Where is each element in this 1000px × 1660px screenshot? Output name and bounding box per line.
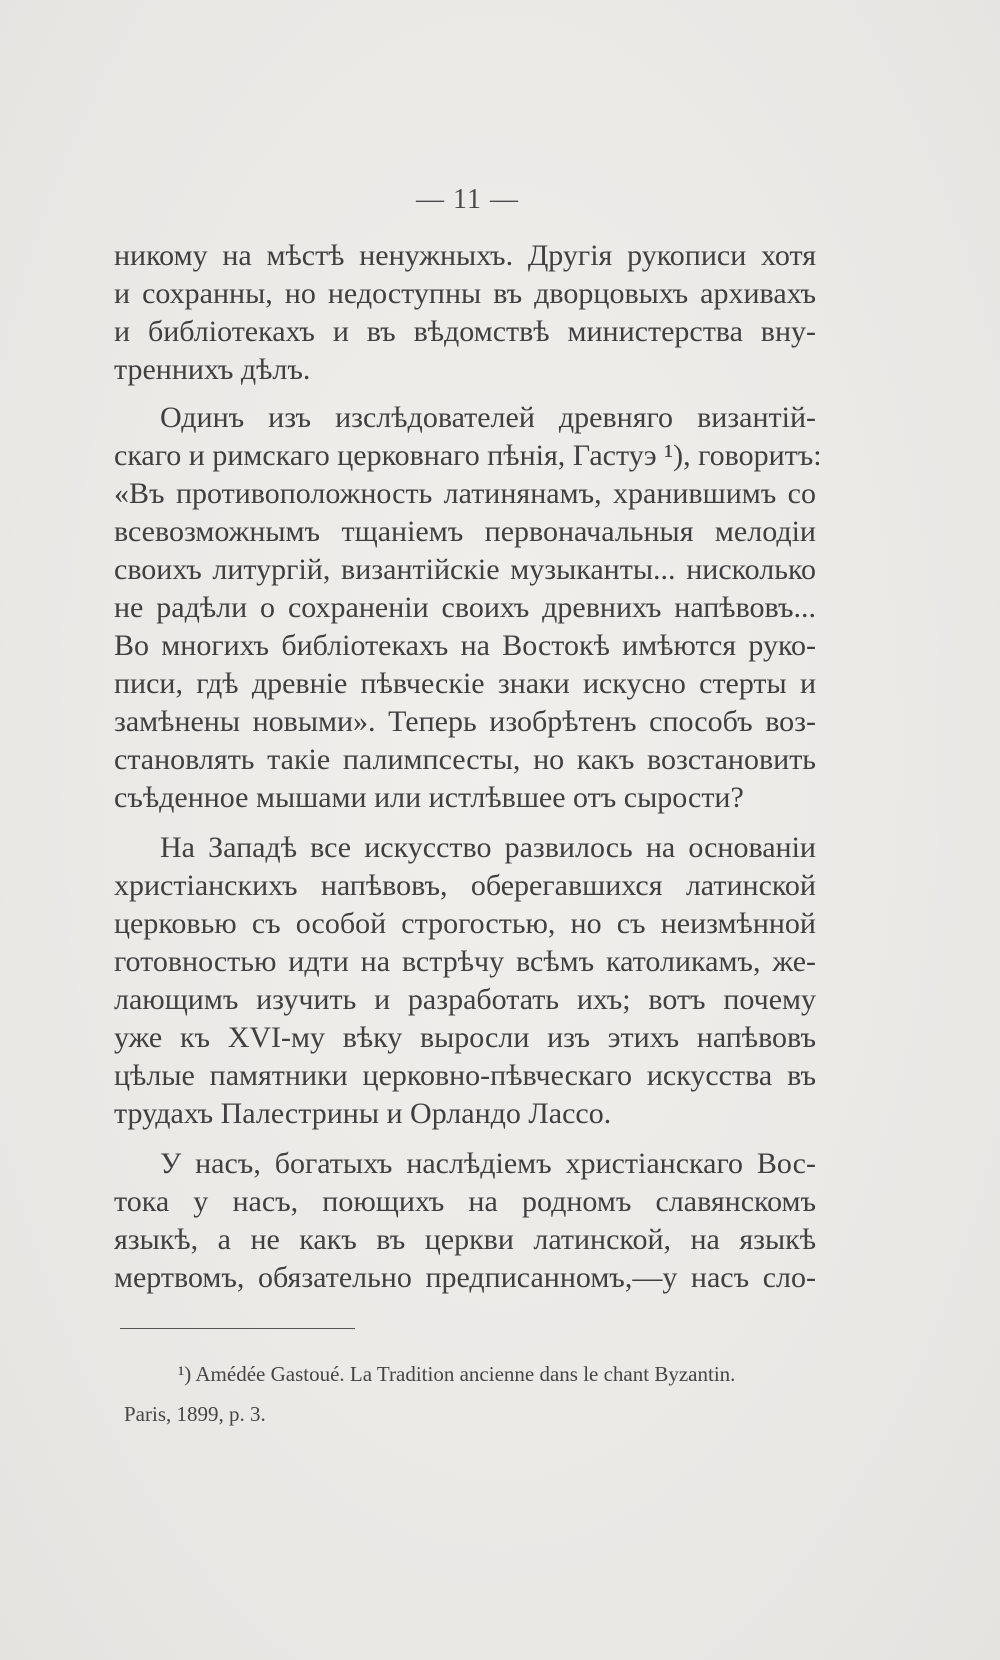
- footnote-line-2: Paris, 1899, p. 3.: [124, 1402, 266, 1426]
- text-line: не радѣли о сохраненіи своихъ древнихъ напѣвовъ...: [114, 591, 816, 624]
- text-line: своихъ литургій, византійскіе музыканты... нисколько: [114, 553, 816, 586]
- text-line: мертвомъ, обязательно предписанномъ,—у насъ сло-: [114, 1261, 816, 1294]
- text-line: уже къ XVI-му вѣку выросли изъ этихъ напѣвовъ: [114, 1021, 816, 1054]
- text-line: тока у насъ, поющихъ на родномъ славянскомъ: [114, 1185, 816, 1218]
- text-line: лающимъ изучить и разработать ихъ; вотъ почему: [114, 983, 816, 1016]
- text-line: замѣнены новыми». Теперь изобрѣтенъ способъ воз-: [114, 705, 816, 738]
- text-line: христіанскихъ напѣвовъ, оберегавшихся латинской: [114, 869, 816, 902]
- text-line: никому на мѣстѣ ненужныхъ. Другія рукописи хотя: [114, 239, 816, 272]
- text-line: и библіотекахъ и въ вѣдомствѣ министерства вну-: [114, 315, 816, 348]
- text-line: съѣденное мышами или истлѣвшее отъ сырости?: [114, 781, 744, 814]
- text-line: готовностью идти на встрѣчу всѣмъ католикамъ, же-: [114, 945, 816, 978]
- page-number: — 11 —: [416, 184, 519, 215]
- footnote-divider: [120, 1328, 355, 1329]
- text-line: «Въ противоположность латинянамъ, хранившимъ со: [114, 477, 816, 510]
- text-line: Одинъ изъ изслѣдователей древняго византій-: [160, 401, 816, 434]
- text-line: Во многихъ библіотекахъ на Востокѣ имѣются руко-: [114, 629, 816, 662]
- text-line: языкѣ, а не какъ въ церкви латинской, на языкѣ: [114, 1223, 816, 1256]
- text-line: церковью съ особой строгостью, но съ неизмѣнной: [114, 907, 816, 940]
- text-line: цѣлые памятники церковно-пѣвческаго искусства въ: [114, 1059, 816, 1092]
- text-line: скаго и римскаго церковнаго пѣнія, Гастуэ ¹), говоритъ:: [114, 439, 822, 472]
- text-line: писи, гдѣ древніе пѣвческіе знаки искусно стерты и: [114, 667, 816, 700]
- text-line: всевозможнымъ тщаніемъ первоначальныя мелодіи: [114, 515, 816, 548]
- text-line: становлять такіе палимпсесты, но какъ возстановить: [114, 743, 816, 776]
- text-line: На Западѣ все искусство развилось на основаніи: [160, 831, 816, 864]
- footnote-marker: ¹): [178, 1362, 192, 1386]
- text-line: треннихъ дѣлъ.: [114, 353, 311, 386]
- footnote-citation: Amédée Gastoué. La Tradition ancienne dans le chant Byzantin.: [195, 1362, 736, 1386]
- text-line: трудахъ Палестрины и Орландо Лассо.: [114, 1097, 612, 1130]
- text-line: У насъ, богатыхъ наслѣдіемъ христіанскаго Вос-: [160, 1147, 816, 1180]
- footnote-line-1: [178, 1360, 735, 1388]
- text-line: и сохранны, но недоступны въ дворцовыхъ архивахъ: [114, 277, 816, 310]
